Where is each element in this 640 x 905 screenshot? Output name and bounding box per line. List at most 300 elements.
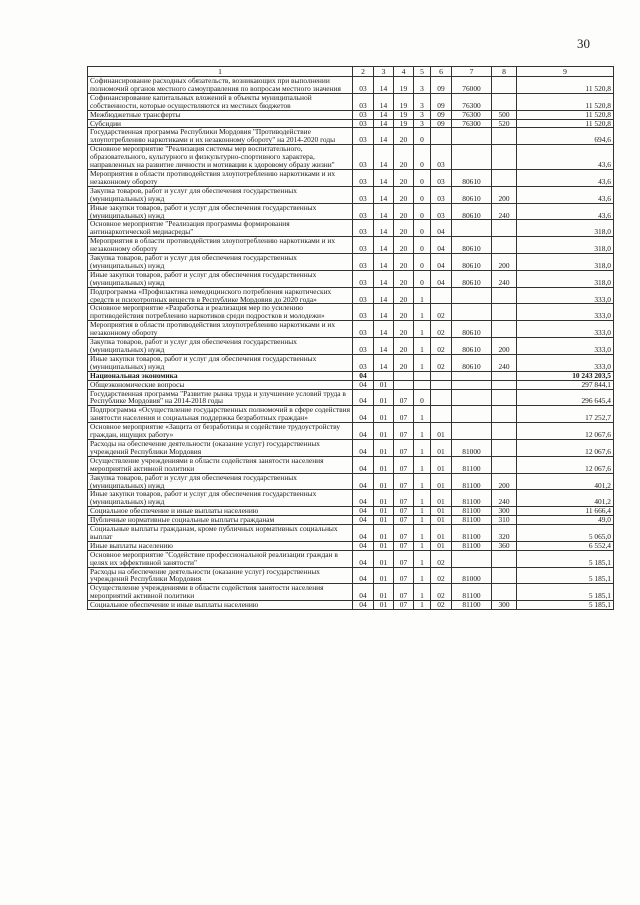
code-cell: 0: [414, 128, 431, 145]
code-cell: 01: [374, 541, 394, 550]
code-cell: 01: [374, 456, 394, 473]
row-name-cell: Социальное обеспечение и иные выплаты населению: [88, 507, 353, 516]
code-cell: 240: [492, 354, 517, 371]
code-cell: [492, 304, 517, 321]
row-name-cell: Софинансирование капитальных вложений в объекты муниципальной собственности, которые осуществляются из местных бюджетов: [88, 93, 353, 110]
code-cell: 80610: [452, 270, 492, 287]
table-row: [88, 490, 614, 507]
code-cell: 04: [431, 237, 452, 254]
code-cell: 03: [431, 203, 452, 220]
code-cell: 240: [492, 203, 517, 220]
code-cell: 04: [353, 567, 374, 584]
amount-cell: 694,6: [517, 128, 614, 145]
code-cell: [492, 93, 517, 110]
code-cell: 03: [353, 186, 374, 203]
code-cell: 04: [353, 516, 374, 525]
header-cell: 5: [414, 67, 431, 77]
code-cell: 01: [374, 525, 394, 542]
table-row: [88, 584, 614, 601]
table-row: [88, 93, 614, 110]
code-cell: 03: [353, 304, 374, 321]
row-name-cell: Подпрограмма «Профилактика немедицинского потребления наркотических средств и психотропных веществ в Республике Мордовия до 2020 года»: [88, 287, 353, 304]
row-name-cell: Государственная программа Республики Мордовия "Противодействие злоупотреблению наркотиками и их незаконному обороту" на 2014-2020 годы: [88, 128, 353, 145]
code-cell: 19: [394, 110, 414, 119]
code-cell: 1: [414, 541, 431, 550]
row-name-cell: Подпрограмма «Осуществление государственных полномочий в сфере содействия занятости населения и социальная поддержка безработных граждан»: [88, 406, 353, 423]
code-cell: [394, 380, 414, 389]
table-row: [88, 287, 614, 304]
code-cell: 14: [374, 321, 394, 338]
code-cell: 04: [353, 439, 374, 456]
amount-cell: 318,0: [517, 254, 614, 271]
code-cell: 03: [353, 287, 374, 304]
code-cell: 14: [374, 338, 394, 355]
code-cell: 14: [374, 270, 394, 287]
code-cell: 3: [414, 93, 431, 110]
row-name-cell: Социальные выплаты гражданам, кроме публичных нормативных социальных выплат: [88, 525, 353, 542]
code-cell: 07: [394, 507, 414, 516]
code-cell: [431, 128, 452, 145]
amount-cell: 318,0: [517, 270, 614, 287]
code-cell: 04: [431, 254, 452, 271]
table-row: [88, 456, 614, 473]
code-cell: 04: [353, 507, 374, 516]
amount-cell: 5 065,0: [517, 525, 614, 542]
table-body: [88, 77, 614, 610]
code-cell: 1: [414, 456, 431, 473]
code-cell: 3: [414, 110, 431, 119]
code-cell: 20: [394, 287, 414, 304]
code-cell: 07: [394, 601, 414, 610]
amount-cell: 333,0: [517, 354, 614, 371]
code-cell: 300: [492, 601, 517, 610]
code-cell: 01: [374, 490, 394, 507]
code-cell: 14: [374, 77, 394, 94]
code-cell: 310: [492, 516, 517, 525]
row-name-cell: Осуществление учреждениями в области содействия занятости населения мероприятий активной политики: [88, 456, 353, 473]
code-cell: 01: [374, 550, 394, 567]
table-row: [88, 507, 614, 516]
code-cell: 03: [353, 354, 374, 371]
code-cell: 14: [374, 203, 394, 220]
code-cell: 01: [374, 473, 394, 490]
code-cell: 20: [394, 145, 414, 170]
code-cell: 02: [431, 567, 452, 584]
code-cell: 03: [353, 119, 374, 128]
code-cell: [492, 287, 517, 304]
code-cell: 14: [374, 119, 394, 128]
amount-cell: 43,6: [517, 186, 614, 203]
row-name-cell: Мероприятия в области противодействия злоупотреблению наркотиками и их незаконному обороту: [88, 321, 353, 338]
code-cell: 0: [414, 254, 431, 271]
code-cell: 03: [353, 237, 374, 254]
code-cell: 1: [414, 287, 431, 304]
table-row: [88, 338, 614, 355]
code-cell: 14: [374, 354, 394, 371]
code-cell: 07: [394, 525, 414, 542]
code-cell: 04: [353, 601, 374, 610]
code-cell: 07: [394, 456, 414, 473]
row-name-cell: Государственная программа "Развитие рынка труда и улучшение условий труда в Республике Мордовия" на 2014-2018 годы: [88, 389, 353, 406]
row-name-cell: Иные выплаты населению: [88, 541, 353, 550]
code-cell: 03: [353, 203, 374, 220]
row-name-cell: Социальное обеспечение и иные выплаты населению: [88, 601, 353, 610]
table-row: [88, 601, 614, 610]
row-name-cell: Публичные нормативные социальные выплаты гражданам: [88, 516, 353, 525]
code-cell: 1: [414, 525, 431, 542]
code-cell: 1: [414, 406, 431, 423]
code-cell: 01: [431, 439, 452, 456]
code-cell: 81100: [452, 516, 492, 525]
code-cell: 20: [394, 203, 414, 220]
amount-cell: 401,2: [517, 473, 614, 490]
table-row: [88, 406, 614, 423]
row-name-cell: Расходы на обеспечение деятельности (оказание услуг) государственных учреждений Республики Мордовия: [88, 567, 353, 584]
code-cell: 03: [431, 169, 452, 186]
table-row: [88, 145, 614, 170]
code-cell: 04: [353, 584, 374, 601]
code-cell: 02: [431, 354, 452, 371]
amount-cell: 5 185,1: [517, 601, 614, 610]
code-cell: [452, 128, 492, 145]
code-cell: 04: [353, 389, 374, 406]
code-cell: 03: [353, 145, 374, 170]
amount-cell: 12 067,6: [517, 423, 614, 440]
code-cell: [431, 389, 452, 406]
code-cell: 01: [431, 541, 452, 550]
code-cell: 01: [431, 423, 452, 440]
table-row: [88, 304, 614, 321]
code-cell: 1: [414, 304, 431, 321]
code-cell: 01: [374, 516, 394, 525]
table-row: [88, 389, 614, 406]
code-cell: [452, 550, 492, 567]
code-cell: 1: [414, 584, 431, 601]
code-cell: 04: [353, 423, 374, 440]
code-cell: 81000: [452, 567, 492, 584]
row-name-cell: Основное мероприятие «Разработка и реализация мер по усилению противодействия потреблению наркотиков среди подростков и молодежи»: [88, 304, 353, 321]
code-cell: 03: [353, 77, 374, 94]
code-cell: 01: [374, 584, 394, 601]
code-cell: 03: [353, 270, 374, 287]
row-name-cell: Основное мероприятие "Реализация системы мер воспитательного, образовательного, культурного и физкультурно-спортивного характера, направленных на развитие личности и мотивации к здоровому образу жизни": [88, 145, 353, 170]
code-cell: 01: [374, 380, 394, 389]
code-cell: 0: [414, 237, 431, 254]
code-cell: [492, 550, 517, 567]
code-cell: [414, 371, 431, 380]
code-cell: [492, 237, 517, 254]
code-cell: 03: [353, 254, 374, 271]
code-cell: 81100: [452, 507, 492, 516]
code-cell: 500: [492, 110, 517, 119]
code-cell: 1: [414, 354, 431, 371]
row-name-cell: Закупка товаров, работ и услуг для обеспечения государственных (муниципальных) нужд: [88, 338, 353, 355]
code-cell: [492, 321, 517, 338]
code-cell: 03: [353, 110, 374, 119]
amount-cell: 401,2: [517, 490, 614, 507]
amount-cell: 11 520,8: [517, 119, 614, 128]
code-cell: 20: [394, 237, 414, 254]
row-name-cell: Иные закупки товаров, работ и услуг для обеспечения государственных (муниципальных) нужд: [88, 354, 353, 371]
header-cell: 3: [374, 67, 394, 77]
code-cell: 200: [492, 473, 517, 490]
row-name-cell: Субсидии: [88, 119, 353, 128]
header-cell: 2: [353, 67, 374, 77]
code-cell: 02: [431, 321, 452, 338]
code-cell: 14: [374, 169, 394, 186]
code-cell: 04: [353, 456, 374, 473]
code-cell: 04: [431, 270, 452, 287]
amount-cell: 12 067,6: [517, 456, 614, 473]
amount-cell: 43,6: [517, 203, 614, 220]
code-cell: 200: [492, 254, 517, 271]
code-cell: [492, 220, 517, 237]
code-cell: 1: [414, 550, 431, 567]
row-name-cell: Общеэкономические вопросы: [88, 380, 353, 389]
code-cell: 320: [492, 525, 517, 542]
code-cell: 03: [431, 186, 452, 203]
table-row: [88, 254, 614, 271]
code-cell: 80610: [452, 237, 492, 254]
code-cell: 0: [414, 186, 431, 203]
code-cell: 80610: [452, 321, 492, 338]
row-name-cell: Основное мероприятие «Защита от безработицы и содействие трудоустройству граждан, ищущих работу»: [88, 423, 353, 440]
code-cell: [492, 169, 517, 186]
code-cell: 1: [414, 507, 431, 516]
code-cell: 19: [394, 77, 414, 94]
code-cell: 3: [414, 119, 431, 128]
code-cell: 02: [431, 338, 452, 355]
code-cell: 1: [414, 516, 431, 525]
code-cell: 01: [374, 423, 394, 440]
code-cell: 1: [414, 490, 431, 507]
header-cell: 7: [452, 67, 492, 77]
amount-cell: 333,0: [517, 287, 614, 304]
code-cell: 01: [431, 525, 452, 542]
amount-cell: 5 185,1: [517, 550, 614, 567]
table-row: [88, 270, 614, 287]
code-cell: 04: [353, 371, 374, 380]
amount-cell: 11 520,8: [517, 77, 614, 94]
header-cell: 9: [517, 67, 614, 77]
code-cell: 02: [431, 550, 452, 567]
code-cell: [452, 220, 492, 237]
table-row: [88, 525, 614, 542]
code-cell: 01: [374, 439, 394, 456]
table-header-row: [88, 67, 614, 77]
code-cell: 07: [394, 406, 414, 423]
code-cell: 300: [492, 507, 517, 516]
code-cell: 04: [353, 473, 374, 490]
code-cell: 20: [394, 169, 414, 186]
code-cell: 07: [394, 550, 414, 567]
table-row: [88, 516, 614, 525]
row-name-cell: Основное мероприятие "Реализация программы формирования антинаркотической медиасреды": [88, 220, 353, 237]
row-name-cell: Иные закупки товаров, работ и услуг для обеспечения государственных (муниципальных) нужд: [88, 203, 353, 220]
code-cell: 76300: [452, 110, 492, 119]
code-cell: 81100: [452, 601, 492, 610]
amount-cell: 49,0: [517, 516, 614, 525]
code-cell: 03: [353, 321, 374, 338]
amount-cell: 318,0: [517, 237, 614, 254]
code-cell: 03: [353, 128, 374, 145]
table-row: [88, 550, 614, 567]
code-cell: [394, 371, 414, 380]
code-cell: 07: [394, 423, 414, 440]
code-cell: 20: [394, 128, 414, 145]
table-row: [88, 220, 614, 237]
code-cell: [492, 423, 517, 440]
row-name-cell: Осуществление учреждениями в области содействия занятости населения мероприятий активной политики: [88, 584, 353, 601]
table-row: [88, 380, 614, 389]
code-cell: 1: [414, 423, 431, 440]
code-cell: 1: [414, 321, 431, 338]
code-cell: 03: [353, 338, 374, 355]
code-cell: 03: [353, 220, 374, 237]
code-cell: [492, 567, 517, 584]
table-row: [88, 354, 614, 371]
code-cell: 1: [414, 338, 431, 355]
table-row: [88, 371, 614, 380]
code-cell: [452, 145, 492, 170]
code-cell: 04: [353, 541, 374, 550]
code-cell: 80610: [452, 354, 492, 371]
code-cell: [492, 456, 517, 473]
code-cell: 520: [492, 119, 517, 128]
code-cell: [452, 406, 492, 423]
code-cell: 07: [394, 516, 414, 525]
code-cell: 360: [492, 541, 517, 550]
code-cell: 04: [353, 490, 374, 507]
code-cell: 01: [374, 406, 394, 423]
amount-cell: 11 520,8: [517, 93, 614, 110]
code-cell: 81100: [452, 584, 492, 601]
code-cell: [452, 380, 492, 389]
code-cell: 01: [374, 567, 394, 584]
code-cell: 14: [374, 145, 394, 170]
code-cell: 14: [374, 287, 394, 304]
code-cell: 81100: [452, 473, 492, 490]
code-cell: [492, 389, 517, 406]
code-cell: 14: [374, 128, 394, 145]
row-name-cell: Закупка товаров, работ и услуг для обеспечения государственных (муниципальных) нужд: [88, 254, 353, 271]
code-cell: 200: [492, 338, 517, 355]
code-cell: 09: [431, 110, 452, 119]
code-cell: 81100: [452, 456, 492, 473]
code-cell: 20: [394, 304, 414, 321]
code-cell: 07: [394, 567, 414, 584]
amount-cell: 12 067,6: [517, 439, 614, 456]
code-cell: 03: [353, 169, 374, 186]
code-cell: 14: [374, 304, 394, 321]
code-cell: [431, 406, 452, 423]
code-cell: 20: [394, 254, 414, 271]
row-name-cell: Основное мероприятие "Содействие профессиональной реализации граждан в целях их эффективной занятости": [88, 550, 353, 567]
code-cell: [431, 287, 452, 304]
code-cell: 04: [353, 380, 374, 389]
code-cell: [452, 423, 492, 440]
code-cell: 01: [431, 456, 452, 473]
code-cell: 3: [414, 77, 431, 94]
code-cell: 20: [394, 354, 414, 371]
table-row: [88, 423, 614, 440]
table-row: [88, 473, 614, 490]
code-cell: [452, 389, 492, 406]
code-cell: 07: [394, 490, 414, 507]
code-cell: [452, 304, 492, 321]
code-cell: [452, 371, 492, 380]
code-cell: 80610: [452, 203, 492, 220]
code-cell: 81100: [452, 525, 492, 542]
row-name-cell: Закупка товаров, работ и услуг для обеспечения государственных (муниципальных) нужд: [88, 186, 353, 203]
amount-cell: 10 243 203,5: [517, 371, 614, 380]
row-name-cell: Иные закупки товаров, работ и услуг для обеспечения государственных (муниципальных) нужд: [88, 270, 353, 287]
amount-cell: 11 666,4: [517, 507, 614, 516]
code-cell: 19: [394, 93, 414, 110]
code-cell: 0: [414, 169, 431, 186]
code-cell: 76300: [452, 93, 492, 110]
code-cell: 01: [374, 507, 394, 516]
code-cell: 0: [414, 270, 431, 287]
code-cell: 80610: [452, 169, 492, 186]
code-cell: 14: [374, 254, 394, 271]
table-row: [88, 567, 614, 584]
code-cell: [492, 128, 517, 145]
code-cell: 01: [431, 507, 452, 516]
code-cell: 01: [374, 601, 394, 610]
table-row: [88, 237, 614, 254]
code-cell: 0: [414, 220, 431, 237]
code-cell: [492, 584, 517, 601]
row-name-cell: Иные закупки товаров, работ и услуг для обеспечения государственных (муниципальных) нужд: [88, 490, 353, 507]
code-cell: [492, 371, 517, 380]
code-cell: 20: [394, 321, 414, 338]
table-row: [88, 119, 614, 128]
table-row: [88, 541, 614, 550]
code-cell: 14: [374, 110, 394, 119]
code-cell: 20: [394, 338, 414, 355]
code-cell: 1: [414, 601, 431, 610]
amount-cell: 318,0: [517, 220, 614, 237]
table-row: [88, 203, 614, 220]
code-cell: [414, 380, 431, 389]
code-cell: 04: [353, 406, 374, 423]
amount-cell: 11 520,8: [517, 110, 614, 119]
amount-cell: 5 185,1: [517, 584, 614, 601]
code-cell: 09: [431, 93, 452, 110]
code-cell: [452, 287, 492, 304]
code-cell: 0: [414, 389, 431, 406]
code-cell: [492, 145, 517, 170]
code-cell: 02: [431, 601, 452, 610]
code-cell: 01: [431, 490, 452, 507]
code-cell: 20: [394, 220, 414, 237]
code-cell: 1: [414, 567, 431, 584]
amount-cell: 296 645,4: [517, 389, 614, 406]
table-row: [88, 169, 614, 186]
code-cell: 0: [414, 203, 431, 220]
amount-cell: 6 552,4: [517, 541, 614, 550]
amount-cell: 43,6: [517, 169, 614, 186]
row-name-cell: Расходы на обеспечение деятельности (оказание услуг) государственных учреждений Республики Мордовия: [88, 439, 353, 456]
code-cell: 14: [374, 220, 394, 237]
header-cell: 8: [492, 67, 517, 77]
amount-cell: 297 844,1: [517, 380, 614, 389]
code-cell: 04: [353, 550, 374, 567]
amount-cell: 333,0: [517, 321, 614, 338]
amount-cell: 333,0: [517, 304, 614, 321]
code-cell: 07: [394, 541, 414, 550]
